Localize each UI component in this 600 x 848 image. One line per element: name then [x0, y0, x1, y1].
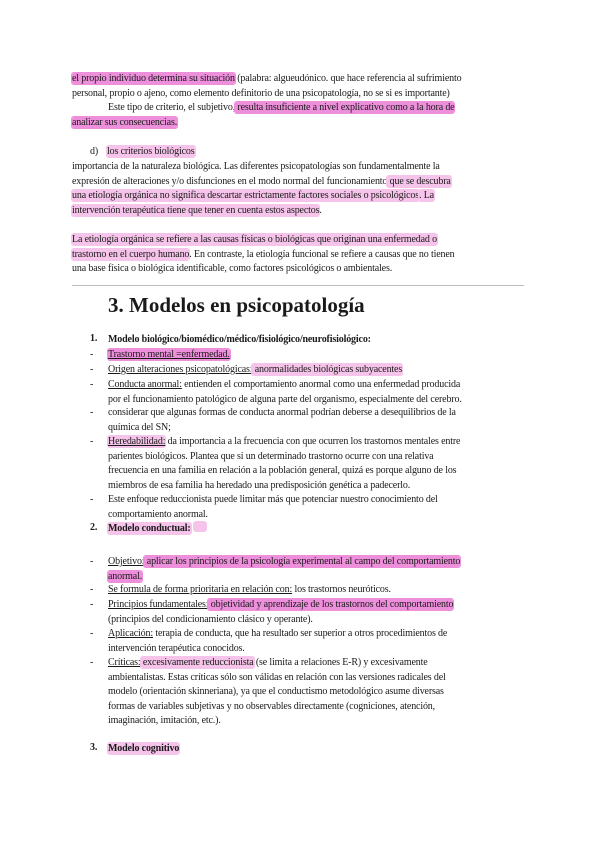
highlight-text: Modelo cognitivo: [108, 743, 180, 754]
highlight-text: excesivamente reduccionista: [140, 657, 254, 668]
text-line: formas de variables subjetivas y no observables directamente (cogniciones, atención,: [108, 700, 436, 712]
list-marker-d: d): [90, 146, 99, 157]
model-1-item-3: [108, 378, 528, 407]
section-title: 3. Modelos en psicopatología: [108, 293, 365, 317]
text-line: una base física o biológica identificable, como factores psicológicos o ambientales.: [72, 263, 393, 274]
bullet-dash: -: [90, 494, 94, 505]
highlight-text: Modelo conductual:: [108, 523, 191, 534]
highlight-text: objetividad y aprendizaje de los trastornos del comportamiento: [208, 599, 454, 610]
bullet-dash: -: [90, 379, 94, 390]
model-2-number: 2.: [90, 522, 98, 533]
model-1-title: Modelo biológico/biomédico/médico/fisiológico/neurofisiológico:: [108, 334, 371, 345]
highlight-text: anormalidades biológicas subyacentes: [252, 364, 403, 375]
highlight-text: Heredabilidad:: [108, 436, 166, 447]
text-line: comportamiento anormal.: [108, 508, 208, 520]
bullet-dash: -: [90, 628, 94, 639]
model-1-item-1: [108, 348, 230, 363]
text-line: entienden el comportamiento anormal como una enfermedad producida: [181, 379, 461, 390]
intro-paragraph: [72, 72, 532, 130]
item-label: Críticas:: [108, 657, 141, 668]
text-line: imaginación, imitación, etc.).: [108, 715, 221, 726]
model-3-title: [108, 742, 179, 757]
text-line: miembros de esa familia ha heredado una predisposición genética a padecerlo.: [108, 479, 411, 491]
bullet-dash: -: [90, 349, 94, 360]
text-line: terapia de conducta, que ha resultado ser superior a otros procedimientos de: [153, 628, 448, 639]
model-1-number: 1.: [90, 333, 98, 344]
model-2-item-2: [108, 583, 391, 598]
model-2-title: [108, 522, 206, 537]
bullet-dash: -: [90, 584, 94, 595]
text-line: (principios del condicionamiento clásico y operante).: [108, 613, 313, 625]
text-line: . En contraste, la etiología funcional se refiere a causas que no tienen: [189, 248, 455, 260]
highlight-text: que se descubra: [387, 175, 451, 187]
text-line: (palabra: algueudónico. que hace referencia al sufrimiento: [234, 73, 462, 84]
text-line: Este enfoque reduccionista puede limitar más que potenciar nuestro conocimiento del: [108, 494, 438, 505]
text-line: modelo (orientación skinneriana), ya que el conductismo metodológico asume diversas: [108, 686, 444, 697]
highlight-text: analizar sus consecuencias.: [72, 116, 178, 128]
highlight-text: anormal.: [108, 570, 143, 582]
highlight-text: los criterios biológicos: [107, 146, 195, 157]
text-line: considerar que algunas formas de conducta anormal podrían deberse a desequilibrios de la: [108, 407, 456, 418]
bullet-dash: -: [90, 556, 94, 567]
section-divider: [72, 285, 524, 286]
highlight-text: trastorno en el cuerpo humano: [72, 248, 190, 260]
highlight-text: el propio individuo determina su situación: [72, 73, 235, 84]
text-line: los trastornos neuróticos.: [292, 584, 391, 595]
text-line: personal, propio o ajeno, como elemento definitorio de una psicopatología, no se si es importante): [72, 87, 450, 99]
highlight-text: aplicar los principios de la psicología experimental al campo del comportamiento: [144, 556, 461, 567]
highlight-mark: [194, 522, 206, 531]
criteria-heading: [107, 145, 195, 160]
text-line: .: [319, 204, 322, 216]
model-1-item-2: [108, 363, 402, 378]
item-label: Aplicación:: [108, 628, 154, 639]
highlight-text: . La: [419, 190, 434, 201]
text-line: química del SN;: [108, 421, 171, 433]
text-line: Este tipo de criterio, el subjetivo,: [108, 102, 236, 113]
bullet-dash: -: [90, 657, 94, 668]
text-line: parientes biológicos. Plantea que si un determinado trastorno ocurre con una relativa: [108, 450, 434, 462]
biological-paragraph: [72, 160, 532, 218]
model-2-item-1: [108, 555, 528, 584]
text-line: da importancia a la frecuencia con que ocurren los trastornos mentales entre: [165, 436, 461, 447]
text-line: por el funcionamiento patológico de alguna parte del organismo, especialmente del cerebro.: [108, 393, 462, 405]
text-line: importancia de la naturaleza biológica. Las diferentes psicopatologías son fundamentalmente la: [72, 161, 440, 172]
model-1-item-4: [108, 406, 528, 435]
model-1-item-5: [108, 435, 528, 493]
highlight-text: La etiología orgánica se refiere a las causas físicas o biológicas que originan una enfermedad o: [72, 234, 437, 245]
bullet-dash: -: [90, 364, 94, 375]
model-2-item-5: [108, 656, 528, 729]
text-line: ambientalistas. Estas críticas sólo son válidas en relación con las versiones radicales del: [108, 671, 446, 683]
item-label: Origen alteraciones psicopatológicas:: [108, 364, 253, 375]
bullet-dash: -: [90, 407, 94, 418]
bullet-dash: -: [90, 599, 94, 610]
model-3-number: 3.: [90, 742, 98, 753]
model-2-item-3: [108, 598, 528, 627]
item-label: Se formula de forma prioritaria en relación con:: [108, 584, 293, 595]
etiology-paragraph: [72, 233, 532, 277]
item-label: Objetivo:: [108, 556, 145, 567]
highlight-text: resulta insuficiente a nivel explicativo como a la hora de: [235, 102, 455, 113]
model-1-item-6: [108, 493, 528, 522]
text-line: expresión de alteraciones y/o disfunciones en el modo normal del funcionamiento: [72, 175, 388, 187]
text-line: frecuencia en una familia en relación a la población general, quizá es porque alguno de los: [108, 465, 457, 476]
item-label: Principios fundamentales:: [108, 599, 209, 610]
highlight-text: una etiología orgánica no significa descartar estrictamente factores sociales o psicológicos: [72, 190, 419, 201]
bullet-dash: -: [90, 436, 94, 447]
text-line: (se limita a relaciones E-R) y excesivamente: [253, 657, 428, 668]
model-2-item-4: [108, 627, 528, 656]
item-label: Conducta anormal:: [108, 379, 182, 390]
highlight-text: intervención terapéutica tiene que tener en cuenta estos aspectos: [72, 204, 320, 216]
text-line: intervención terapéutica conocidos.: [108, 642, 245, 654]
highlight-text: Trastorno mental =enfermedad.: [108, 349, 230, 360]
